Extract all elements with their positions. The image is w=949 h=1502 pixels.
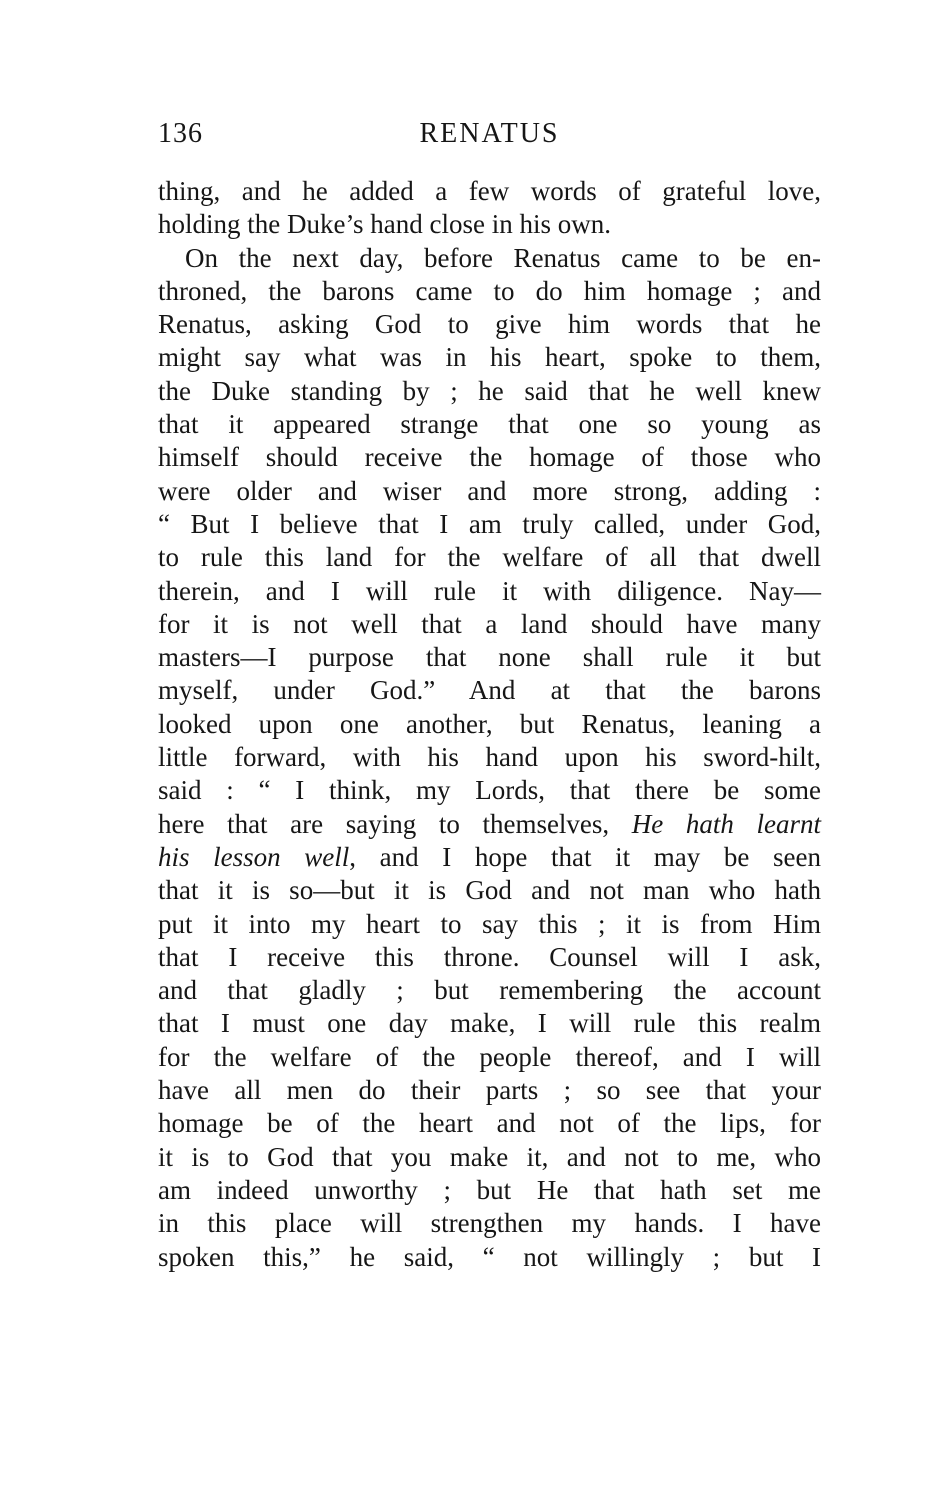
text-line: that it is so—but it is God and not man who hath [158,875,821,906]
text-line: here that are saying to themselves, He hath learnt [158,808,821,839]
text-line: spoken this,” he said, “ not willingly ; but I [158,1241,821,1272]
text-line: that I receive this throne. Counsel will I ask, [158,941,821,972]
text-line: were older and wiser and more strong, adding : [158,475,821,506]
text-line: for it is not well that a land should have many [158,608,821,639]
text-line: the Duke standing by ; he said that he well knew [158,375,821,406]
text-line: thing, and he added a few words of grateful love, [158,176,821,206]
text-line: said : “ I think, my Lords, that there be some [158,775,821,806]
text-line: myself, under God.” And at that the barons [158,675,821,706]
text-line: have all men do their parts ; so see that your [158,1075,821,1106]
text-line: himself should receive the homage of those who [158,442,821,473]
text-line: in this place will strengthen my hands. I have [158,1208,821,1239]
text-line: put it into my heart to say this ; it is from Him [158,908,821,939]
text-line: for the welfare of the people thereof, and I will [158,1041,821,1072]
text-line: therein, and I will rule it with diligence. Nay— [158,575,821,606]
text-line: am indeed unworthy ; but He that hath set me [158,1174,821,1205]
running-title: RENATUS [419,118,560,149]
text-line: that I must one day make, I will rule this realm [158,1008,821,1039]
text-line: that it appeared strange that one so young as [158,409,821,440]
text-line: “ But I believe that I am truly called, under God, [158,508,821,539]
text-line: his lesson well, and I hope that it may be seen [158,841,821,872]
page-header [158,118,821,158]
text-line: might say what was in his heart, spoke to them, [158,342,821,373]
text-line: throned, the barons came to do him homage ; and [158,275,821,306]
text-line: masters—I purpose that none shall rule it but [158,642,821,673]
text-line: homage be of the heart and not of the lips, for [158,1108,821,1139]
text-line: it is to God that you make it, and not to me, who [158,1141,821,1172]
text-line: little forward, with his hand upon his sword-hilt, [158,742,821,773]
text-line: On the next day, before Renatus came to be en- [185,242,821,273]
page-number: 136 [158,118,203,149]
text-line: Renatus, asking God to give him words that he [158,309,821,340]
page-text [158,175,821,1274]
text-line: looked upon one another, but Renatus, leaning a [158,708,821,739]
text-line: holding the Duke’s hand close in his own. [158,209,611,240]
text-line: to rule this land for the welfare of all that dwell [158,542,821,573]
text-line: and that gladly ; but remembering the account [158,975,821,1006]
